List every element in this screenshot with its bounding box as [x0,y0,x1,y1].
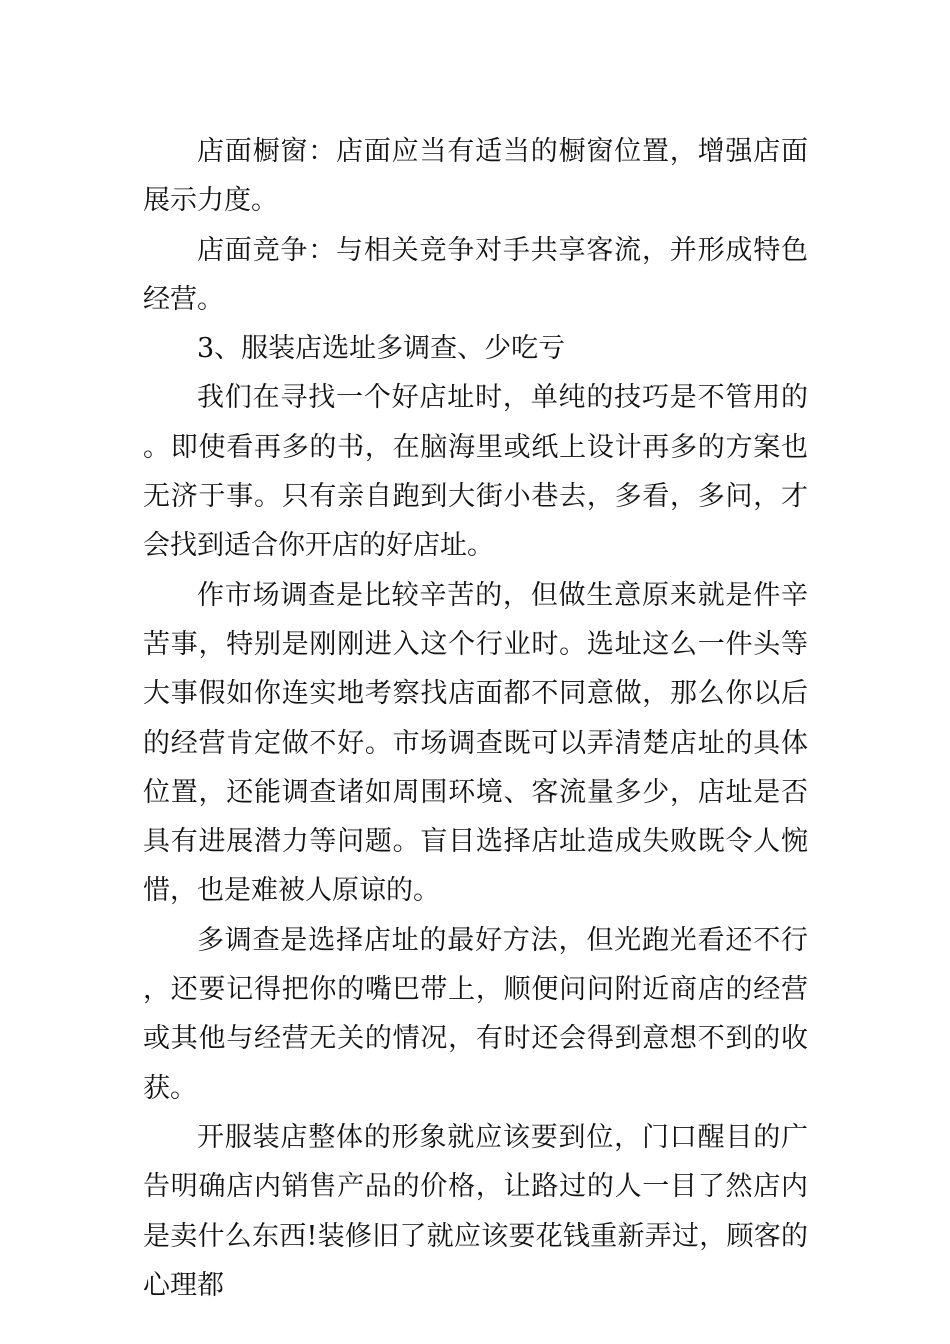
paragraph-shop-window: 店面橱窗：店面应当有适当的橱窗位置，增强店面展示力度。 [143,136,808,217]
section-heading-site-survey: 3、服装店选址多调查、少吃亏 [197,333,566,365]
paragraph-more-survey: 多调查是选择店址的最好方法，但光跑光看还不行，还要记得把你的嘴巴带上，顺便问问附近商店的经营或其他与经营无关的情况，有时还会得到意想不到的收获。 [143,924,808,1104]
paragraph-market-survey: 作市场调查是比较辛苦的，但做生意原来就是件辛苦事，特别是刚刚进入这个行业时。选址这么一件头等大事假如你连实地考察找店面都不同意做，那么你以后的经营肯定做不好。市场调查既可以弄清楚店址的具体位置，还能调查诸如周围环境、客流量多少，店址是否具有进展潜力等问题。盲目选择店址造成失败既令人惋惜，也是难被人原谅的。 [143,579,808,907]
document-body [143,127,808,1310]
paragraph-shop-competition: 店面竞争：与相关竞争对手共享客流，并形成特色经营。 [143,234,808,315]
paragraph-store-image: 开服装店整体的形象就应该要到位，门口醒目的广告明确店内销售产品的价格，让路过的人一目了然店内是卖什么东西!装修旧了就应该要花钱重新弄过，顾客的心理都 [143,1121,808,1301]
paragraph-finding-location: 我们在寻找一个好店址时，单纯的技巧是不管用的。即使看再多的书，在脑海里或纸上设计再多的方案也无济于事。只有亲自跑到大街小巷去，多看，多问，才会找到适合你开店的好店址。 [143,382,808,562]
